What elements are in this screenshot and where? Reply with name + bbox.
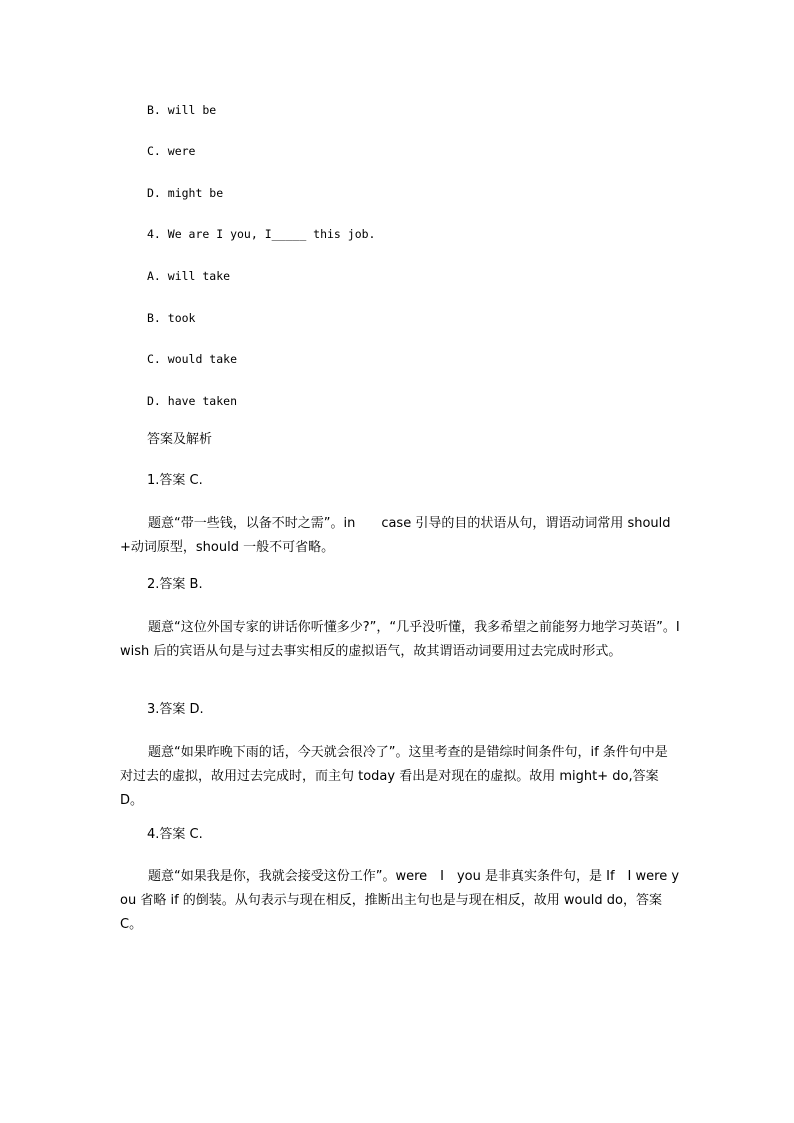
answer-2-label: 2.答案 B. <box>147 577 203 592</box>
answer-4-explanation: 题意“如果我是你，我就会接受这份工作”。were I you 是非真实条件句，是 If I were you 省略 if 的倒装。从句表示与现在相反，推断出主句也是与现在相反，故用 would do，答案 C。 <box>120 869 680 932</box>
option-3d: D. might be <box>147 186 224 200</box>
answer-1-label: 1.答案 C. <box>147 473 203 488</box>
answer-3-explanation: 题意“如果昨晚下雨的话，今天就会很冷了”。这里考查的是错综时间条件句，if 条件句中是对过去的虚拟，故用过去完成时，而主句 today 看出是对现在的虚拟。故用 might+ do,答案 D。 <box>120 745 668 808</box>
answer-1-explanation: 题意“带一些钱，以备不时之需”。in case 引导的目的状语从句，谓语动词常用 should+动词原型，should 一般不可省略。 <box>120 516 671 555</box>
option-4b: B. took <box>147 311 196 325</box>
option-3b: B. will be <box>147 103 217 117</box>
option-4c: C. would take <box>147 352 238 366</box>
answer-2-explanation: 题意“这位外国专家的讲话你听懂多少?”，“几乎没听懂，我多希望之前能努力地学习英语”。I wish 后的宾语从句是与过去事实相反的虚拟语气，故其谓语动词要用过去完成时形式。 <box>120 620 693 659</box>
option-3c: C. were <box>147 144 196 158</box>
answer-3-label: 3.答案 D. <box>147 702 204 717</box>
question-4-stem: 4. We are I you, I_____ this job. <box>147 227 376 241</box>
answer-4-label: 4.答案 C. <box>147 827 203 842</box>
answers-heading: 答案及解析 <box>147 432 213 447</box>
option-4d: D. have taken <box>147 394 238 408</box>
option-4a: A. will take <box>147 269 231 283</box>
